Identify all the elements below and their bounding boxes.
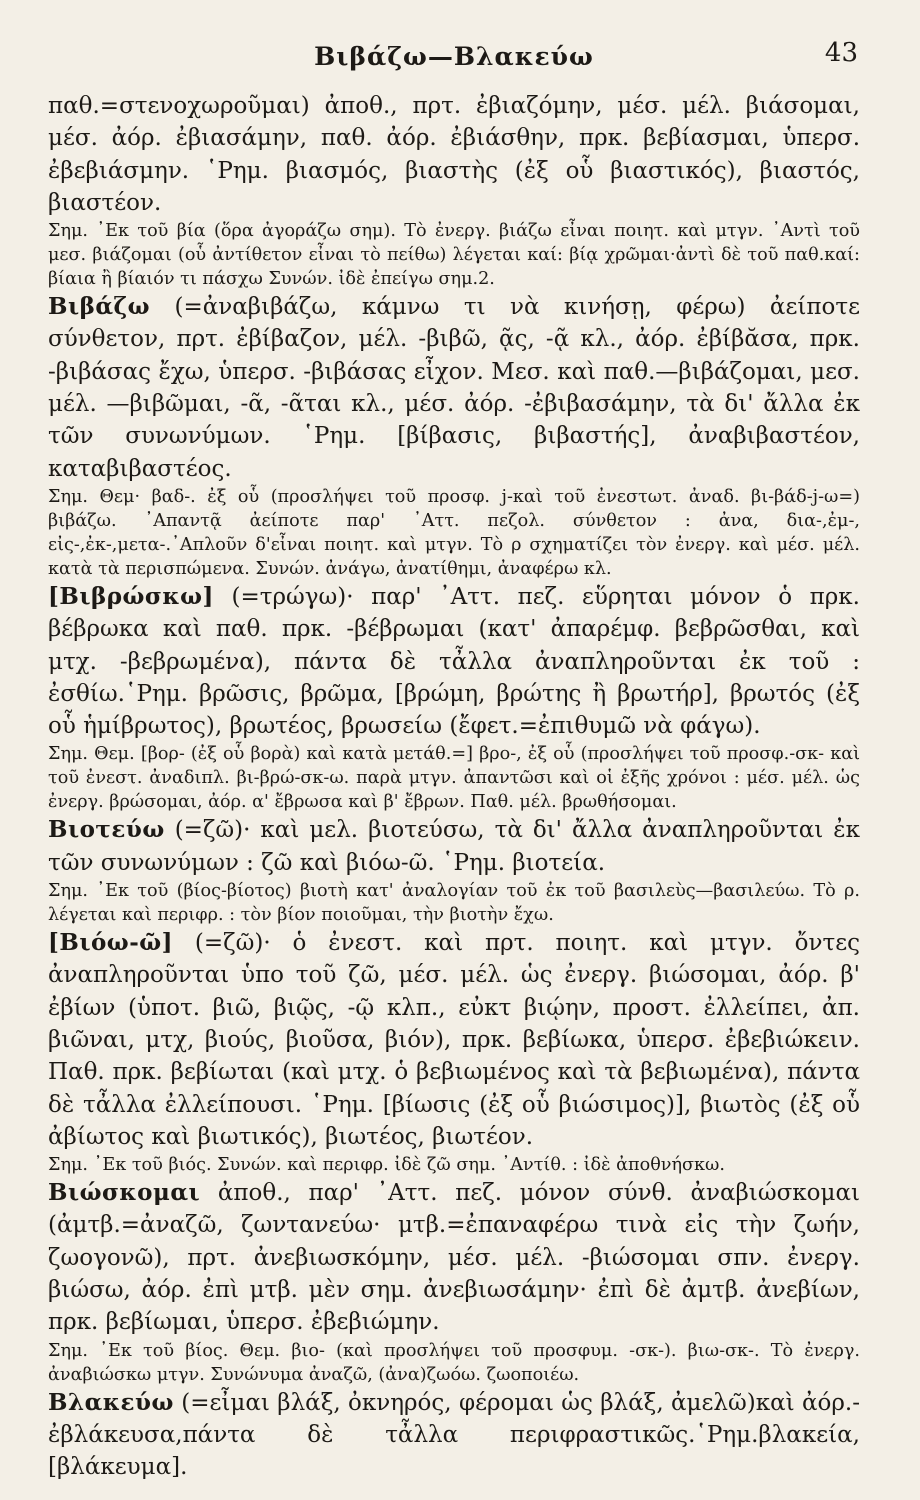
note <box>48 1339 860 1387</box>
page-header <box>48 34 860 90</box>
entry <box>48 291 860 485</box>
entry <box>48 1177 860 1338</box>
note-text: Σημ. ᾿Εκ τοῦ βίος. Θεμ. βιο- (καὶ προσλήψει τοῦ προσφυμ. -σκ-). βιω-σκ-. Τὸ ἐνεργ. ἀναβιώσκω μτγν. Συνώνυμα ἀναζῶ, (ἀνα)ζωόω. ζωοποιέω. <box>48 1340 860 1385</box>
note <box>48 485 860 581</box>
entry <box>48 927 860 1153</box>
running-head: Βιβάζω—Βλακεύω <box>314 42 594 71</box>
note-text: Σημ. Θεμ. [βορ- (ἐξ οὗ βορὰ) καὶ κατὰ μετάθ.=] βρο-, ἐξ οὗ (προσλήψει τοῦ προσφ.-σκ- καὶ τοῦ ἐνεστ. ἀναδιπλ. βι-βρώ-σκ-ω. παρὰ μτγν. ἀπαντῶσι καὶ οἱ ἐξῆς χρόνοι : μέσ. μέλ. ὡς ἐνεργ. βρώσομαι, ἀόρ. α' ἔβρωσα καὶ β' ἔβρων. Παθ. μέλ. βρωθήσομαι. <box>48 744 860 813</box>
entry-lemma: Βιοτεύω <box>48 816 165 844</box>
entry-text: (=ἀναβιβάζω, κάμνω τι νὰ κινήσῃ, φέρω) ἀείποτε σύνθετον, πρτ. ἐβίβαζον, μέλ. -βιβῶ, ᾷς, -ᾷ κλ., ἀόρ. ἐβίβᾰσα, πρκ. -βιβάσας ἔχω, ὑπερσ. -βιβάσας εἶχον. Μεσ. καὶ παθ.—βιβάζομαι, μεσ. μέλ. —βιβῶμαι, -ᾶ, -ᾶται κλ., μέσ. ἀόρ. -ἐβιβασάμην, τὰ δι' ἄλλα ἐκ τῶν συνωνύμων. ῾Ρημ. [βίβασις, βιβαστής], ἀναβιβαστέον, καταβιβαστέος. <box>48 294 860 482</box>
note <box>48 879 860 927</box>
page-body <box>48 90 860 1484</box>
note-text: Σημ. Θεμ· βαδ-. ἐξ οὗ (προσλήψει τοῦ προσφ. j-καὶ τοῦ ἐνεστωτ. ἀναδ. βι-βάδ-j-ω=) βιβάζω. ᾿Απαντᾷ ἀείποτε παρ' ᾿Αττ. πεζολ. σύνθετον : ἀνα, δια-,ἐμ-, εἰς-,ἐκ-,μετα-.᾿Απλοῦν δ'εἶναι ποιητ. καὶ μτγν. Τὸ ρ σχηματίζει τὸν ἐνεργ. καὶ μέσ. μέλ. κατὰ τὰ περισπώμενα. Συνών. ἀνάγω, ἀνατίθημι, ἀναφέρω κλ. <box>48 486 860 579</box>
entry-lemma: Βιβάζω <box>48 293 151 321</box>
entry-text: ἀποθ., παρ' ᾿Αττ. πεζ. μόνον σύνθ. ἀναβιώσκομαι (ἀμτβ.=ἀναζῶ, ζωντανεύω· μτβ.=ἐπαναφέρω τινὰ εἰς τὴν ζωήν, ζωογονῶ), πρτ. ἀνεβιωσκόμην, μέσ. μέλ. -βιώσομαι σπν. ἐνεργ. βιώσω, ἀόρ. ἐπὶ μτβ. μὲν σημ. ἀνεβιωσάμην· ἐπὶ δὲ ἀμτβ. ἀνεβίων, πρκ. βεβίωμαι, ὑπερσ. ἐβεβιώμην. <box>48 1180 860 1336</box>
entry-text: (=ζῶ)· ὁ ἐνεστ. καὶ πρτ. ποιητ. καὶ μτγν. ὄντες ἀναπληροῦνται ὑπο τοῦ ζῶ, μέσ. μέλ. ὡς ἐνεργ. βιώσομαι, ἀόρ. β' ἐβίων (ὑποτ. βιῶ, βιῷς, -ῷ κλπ., εὐκτ βιῴην, προστ. ἐλλείπει, ἀπ. βιῶναι, μτχ, βιούς, βιοῦσα, βιόν), πρκ. βεβίωκα, ὑπερσ. ἐβεβιώκειν. Παθ. πρκ. βεβίωται (καὶ μτχ. ὁ βεβιωμένος καὶ τὰ βεβιωμένα), πάντα δὲ τἆλλα ἐλλείπουσι. ῾Ρημ. [βίωσις (ἐξ οὗ βιώσιμος)], βιωτὸς (ἐξ οὗ ἀβίωτος καὶ βιωτικός), βιωτέος, βιωτέον. <box>48 930 860 1150</box>
entry <box>48 581 860 742</box>
page-number: 43 <box>824 38 858 68</box>
entry <box>48 1387 860 1484</box>
note-text: Σημ. ᾿Εκ τοῦ βία (ὅρα ἀγοράζω σημ). Τὸ ἐνεργ. βιάζω εἶναι ποιητ. καὶ μτγν. ᾿Αντὶ τοῦ μεσ. βιάζομαι (οὗ ἀντίθετον εἶναι τὸ πείθω) λέγεται καί: βίᾳ χρῶμαι·ἀντὶ δὲ τοῦ παθ.καί: βίαια ἢ βίαιόν τι πάσχω Συνών. ἰδὲ ἐπείγω σημ.2. <box>48 221 860 290</box>
note <box>48 219 860 291</box>
note <box>48 1153 860 1177</box>
entry <box>48 814 860 879</box>
note-text: Σημ. ᾿Εκ τοῦ (βίος-βίοτος) βιοτὴ κατ' ἀναλογίαν τοῦ ἐκ τοῦ βασιλεὺς—βασιλεύω. Τὸ ρ. λέγεται καὶ περιφρ. : τὸν βίον ποιοῦμαι, τὴν βιοτὴν ἔχω. <box>48 881 860 926</box>
entry-continuation <box>48 90 860 219</box>
entry-text: (=τρώγω)· παρ' ᾿Αττ. πεζ. εὕρηται μόνον ὁ πρκ. βέβρωκα καὶ παθ. πρκ. -βέβρωμαι (κατ' ἀπαρέμφ. βεβρῶσθαι, καὶ μτχ. -βεβρωμένα), πάντα δὲ τἆλλα ἀναπληροῦνται ἐκ τοῦ : ἐσθίω.῾Ρημ. βρῶσις, βρῶμα, [βρώμη, βρώτης ἢ βρωτήρ], βρωτός (ἐξ οὗ ἡμίβρωτος), βρωτέος, βρωσείω (ἔφετ.=ἐπιθυμῶ νὰ φάγω). <box>48 583 860 740</box>
paragraph-text: παθ.=στενοχωροῦμαι) ἀποθ., πρτ. ἐβιαζόμην, μέσ. μέλ. βιάσομαι, μέσ. ἀόρ. ἐβιασάμην, παθ. ἀόρ. ἐβιάσθην, πρκ. βεβίασμαι, ὑπερσ. ἐβεβιάσμην. ῾Ρημ. βιασμός, βιαστὴς (ἐξ οὗ βιαστικός), βιαστός, βιαστέον. <box>48 93 860 216</box>
entry-lemma: [Βιβρώσκω] <box>48 582 214 610</box>
entry-lemma: Βιώσκομαι <box>48 1179 201 1207</box>
note <box>48 742 860 814</box>
entry-lemma: [Βιόω-ῶ] <box>48 929 174 957</box>
entry-text: (=ζῶ)· καὶ μελ. βιοτεύσω, τὰ δι' ἄλλα ἀναπληροῦνται ἐκ τῶν συνωνύμων : ζῶ καὶ βιόω-ῶ. ῾Ρημ. βιοτεία. <box>48 817 860 876</box>
note-text: Σημ. ᾿Εκ τοῦ βιός. Συνών. καὶ περιφρ. ἰδὲ ζῶ σημ. ᾿Αντίθ. : ἰδὲ ἀποθνήσκω. <box>48 1155 725 1176</box>
entry-text: (=εἶμαι βλάξ, ὀκνηρός, φέρομαι ὡς βλάξ, ἀμελῶ)καὶ ἀόρ.-ἐβλάκευσα,πάντα δὲ τἆλλα περιφραστικῶς.῾Ρημ.βλακεία,[βλάκευμα]. <box>48 1389 860 1481</box>
entry-lemma: Βλακεύω <box>48 1388 174 1416</box>
